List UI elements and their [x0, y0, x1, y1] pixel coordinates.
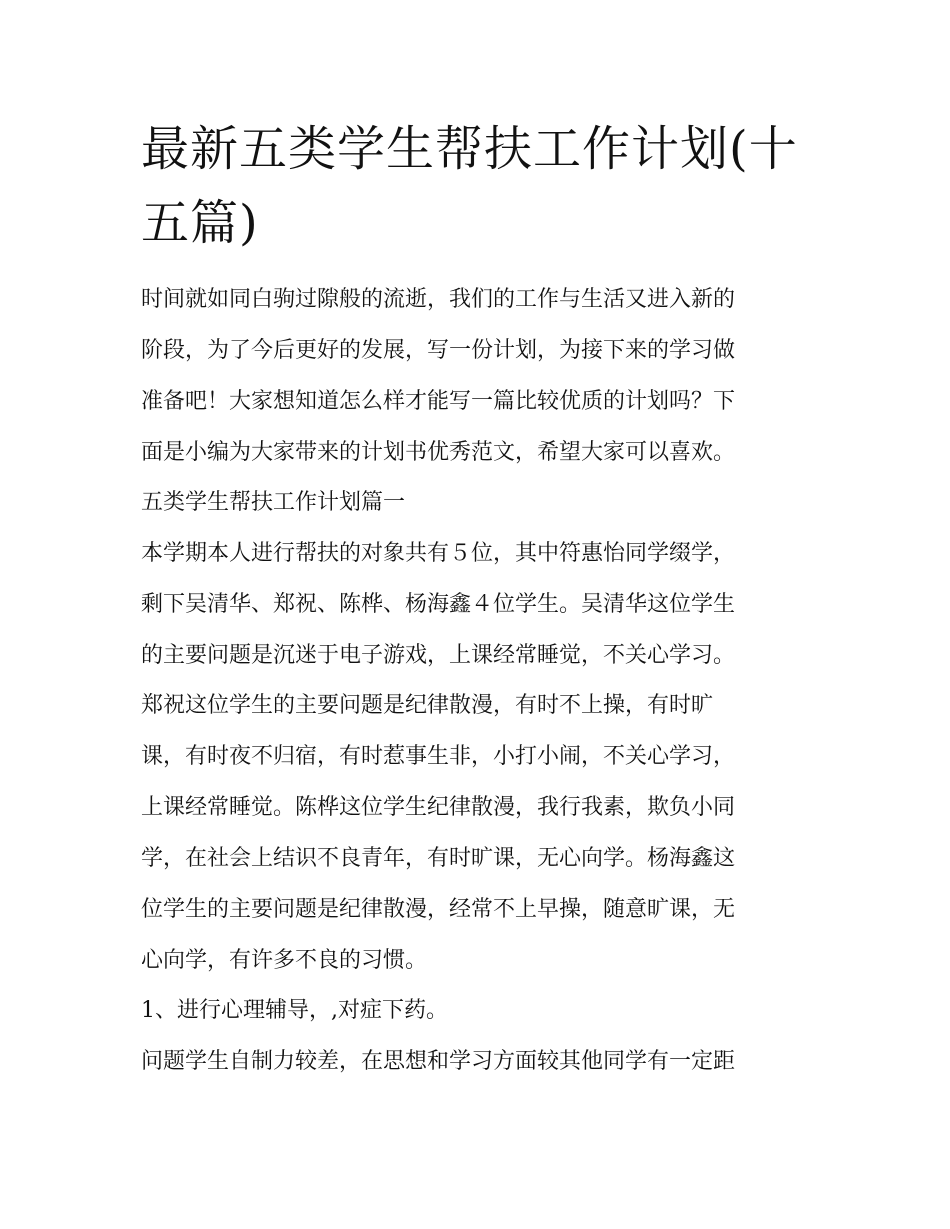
body-line-3: 的主要问题是沉迷于电子游戏，上课经常睡觉，不关心学习。	[141, 643, 736, 668]
body-line-6: 上课经常睡觉。陈桦这位学生纪律散漫，我行我素，欺负小同	[141, 795, 736, 820]
intro-line-1: 时间就如同白驹过隙般的流逝，我们的工作与生活又进入新的	[141, 287, 736, 312]
title-line-1: 最新五类学生帮扶工作计划(十	[141, 121, 798, 177]
body-line-1: 本学期本人进行帮扶的对象共有５位，其中符惠怡同学缀学，	[141, 541, 736, 566]
section-heading: 五类学生帮扶工作计划篇一	[141, 490, 406, 515]
body-line-8: 位学生的主要问题是纪律散漫，经常不上早操，随意旷课，无	[141, 897, 736, 922]
intro-line-3: 准备吧！大家想知道怎么样才能写一篇比较优质的计划吗？下	[141, 389, 736, 414]
body-line-7: 学，在社会上结识不良青年，有时旷课，无心向学。杨海鑫这	[141, 846, 736, 871]
body-line-4: 郑祝这位学生的主要问题是纪律散漫，有时不上操，有时旷	[141, 693, 714, 718]
list-item-1: 1、进行心理辅导，,对症下药。	[141, 998, 448, 1023]
body-line-5: 课，有时夜不归宿，有时惹事生非，小打小闹，不关心学习，	[141, 744, 736, 769]
intro-line-2: 阶段，为了今后更好的发展，写一份计划，为接下来的学习做	[141, 338, 736, 363]
intro-line-4: 面是小编为大家带来的计划书优秀范文，希望大家可以喜欢。	[141, 440, 736, 465]
closing-line: 问题学生自制力较差，在思想和学习方面较其他同学有一定距	[141, 1049, 736, 1074]
title-line-2: 五篇)	[141, 195, 259, 251]
body-line-9: 心向学，有许多不良的习惯。	[141, 948, 428, 973]
document-title	[141, 112, 821, 260]
body-line-2: 剩下吴清华、郑祝、陈桦、杨海鑫４位学生。吴清华这位学生	[141, 592, 736, 617]
